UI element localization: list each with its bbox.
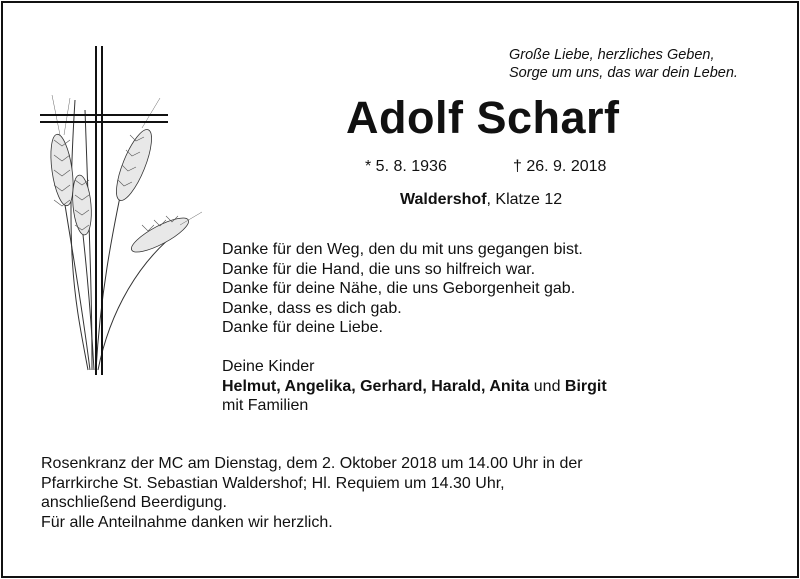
mourners <box>222 357 607 416</box>
poem-line: Danke für die Hand, die uns so hilfreich war. <box>222 260 536 278</box>
service-notice <box>41 454 583 532</box>
notice-line: Pfarrkirche St. Sebastian Waldershof; Hl. Requiem um 14.30 Uhr, <box>41 474 505 492</box>
poem-line: Danke für deine Liebe. <box>222 319 383 336</box>
poem-line: Danke für deine Nähe, die uns Geborgenheit gab. <box>222 280 576 297</box>
residence-address: , Klatze 12 <box>486 191 563 208</box>
deceased-name: Adolf Scharf <box>346 92 620 143</box>
mourners-suffix: mit Familien <box>222 397 309 414</box>
mourners-names-line <box>222 377 607 397</box>
birth-date: * 5. 8. 1936 <box>365 158 447 175</box>
poem-line: Danke, dass es dich gab. <box>222 299 402 317</box>
mourners-last-name: Birgit <box>564 377 607 395</box>
motto <box>509 46 738 82</box>
mourners-names: Helmut, Angelika, Gerhard, Harald, Anita <box>222 377 530 395</box>
mourners-und: und <box>529 377 565 395</box>
thanks-poem <box>222 240 583 338</box>
cross-with-wheat-icon <box>30 40 210 385</box>
mourners-intro: Deine Kinder <box>222 358 315 375</box>
residence-town: Waldershof <box>400 191 487 208</box>
motto-line: Sorge um uns, das war dein Leben. <box>509 65 738 81</box>
notice-line: Rosenkranz der MC am Dienstag, dem 2. Oktober 2018 um 14.00 Uhr in der <box>41 455 583 472</box>
notice-line: anschließend Beerdigung. <box>41 494 227 511</box>
death-date: † 26. 9. 2018 <box>513 158 607 175</box>
residence <box>400 191 562 209</box>
poem-line: Danke für den Weg, den du mit uns gegangen bist. <box>222 241 583 258</box>
notice-line: Für alle Anteilnahme danken wir herzlich. <box>41 513 333 531</box>
motto-line: Große Liebe, herzliches Geben, <box>509 47 715 63</box>
